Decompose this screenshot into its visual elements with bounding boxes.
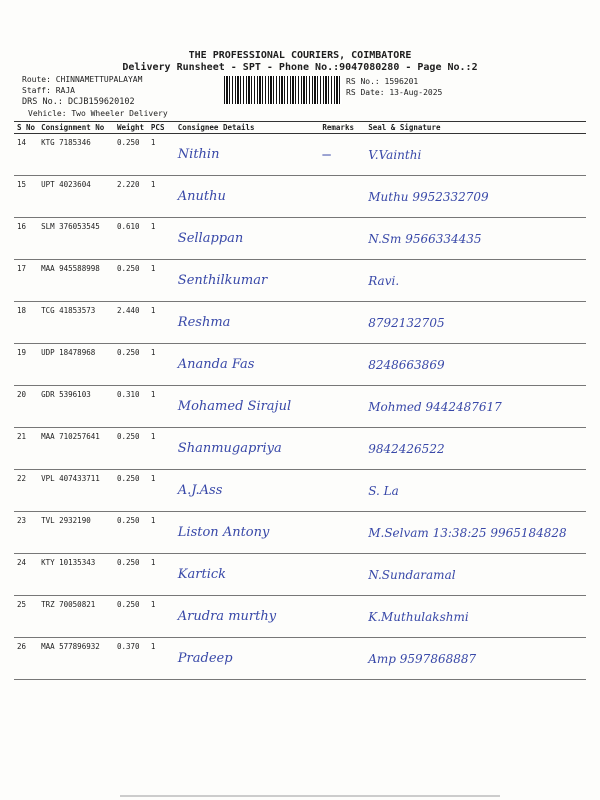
cell-consignee: [175, 470, 320, 512]
cell-remarks: [319, 470, 365, 512]
cell-consignment: KTG 7185346: [38, 134, 114, 176]
table-row: [14, 134, 586, 176]
cell-consignee-text: Anuthu: [177, 189, 226, 204]
cell-remarks: [319, 512, 365, 554]
cell-consignee-text: Senthilkumar: [177, 273, 268, 288]
cell-remarks: [319, 134, 365, 176]
cell-signature: [365, 302, 586, 344]
cell-consignee-text: Arudra murthy: [177, 609, 277, 624]
cell-signature: [365, 596, 586, 638]
cell-remarks: [319, 176, 365, 218]
cell-sno: 14: [14, 134, 38, 176]
table-row: [14, 176, 586, 218]
cell-signature-text: 8248663869: [368, 357, 445, 372]
cell-signature: [365, 638, 586, 680]
cell-weight: 0.250: [114, 512, 148, 554]
cell-signature: [365, 134, 586, 176]
cell-signature-text: Mohmed 9442487617: [368, 399, 502, 414]
cell-consignee: [175, 134, 320, 176]
runsheet-subtitle: Delivery Runsheet - SPT - Phone No.:9047080280 - Page No.:2: [122, 62, 478, 73]
table-row: [14, 260, 586, 302]
cell-pcs: 1: [148, 596, 175, 638]
cell-sno: 22: [14, 470, 38, 512]
header-weight: Weight: [114, 122, 148, 134]
cell-sno: 19: [14, 344, 38, 386]
cell-weight: 0.250: [114, 470, 148, 512]
cell-signature: [365, 512, 586, 554]
cell-sno: 24: [14, 554, 38, 596]
table-row: [14, 638, 586, 680]
table-row: [14, 512, 586, 554]
table-row: [14, 344, 586, 386]
header-seal: Seal & Signature: [365, 122, 586, 134]
cell-sno: 23: [14, 512, 38, 554]
cell-consignment: TCG 41853573: [38, 302, 114, 344]
cell-sno: 16: [14, 218, 38, 260]
cell-signature: [365, 554, 586, 596]
cell-consignee-text: Ananda Fas: [177, 357, 255, 372]
cell-signature: [365, 470, 586, 512]
cell-remarks: [319, 344, 365, 386]
table-row: [14, 302, 586, 344]
cell-consignee-text: Liston Antony: [177, 525, 270, 540]
cell-pcs: 1: [148, 470, 175, 512]
cell-sno: 15: [14, 176, 38, 218]
cell-remarks: [319, 554, 365, 596]
cell-signature: [365, 344, 586, 386]
header-consignment: Consignment No: [38, 122, 114, 134]
cell-pcs: 1: [148, 512, 175, 554]
table-row: [14, 470, 586, 512]
cell-consignment: SLM 376053545: [38, 218, 114, 260]
rs-info: [346, 76, 442, 98]
cell-pcs: 1: [148, 638, 175, 680]
table-row: [14, 554, 586, 596]
cell-weight: 0.250: [114, 260, 148, 302]
barcode: [224, 76, 342, 104]
table-row: [14, 428, 586, 470]
cell-weight: 0.250: [114, 134, 148, 176]
cell-pcs: 1: [148, 176, 175, 218]
footer-divider: [120, 795, 500, 797]
cell-consignment: GDR 5396103: [38, 386, 114, 428]
cell-consignee-text: Reshma: [177, 315, 231, 330]
cell-signature-text: S. La: [368, 483, 399, 498]
cell-consignee: [175, 218, 320, 260]
cell-consignment: MAA 945588998: [38, 260, 114, 302]
cell-signature: [365, 218, 586, 260]
cell-consignee: [175, 428, 320, 470]
cell-weight: 0.250: [114, 428, 148, 470]
cell-consignee: [175, 512, 320, 554]
cell-pcs: 1: [148, 554, 175, 596]
cell-signature-text: N.Sm 9566334435: [368, 231, 482, 246]
cell-remarks: [319, 638, 365, 680]
rs-date: RS Date: 13-Aug-2025: [346, 88, 443, 97]
cell-signature-text: Muthu 9952332709: [368, 189, 489, 204]
cell-weight: 0.370: [114, 638, 148, 680]
cell-consignee: [175, 638, 320, 680]
cell-remarks: [319, 302, 365, 344]
cell-sno: 20: [14, 386, 38, 428]
cell-consignee: [175, 176, 320, 218]
cell-consignee-text: Kartick: [177, 567, 227, 582]
cell-consignment: MAA 710257641: [38, 428, 114, 470]
cell-consignee-text: Pradeep: [177, 651, 233, 666]
route-info: [22, 74, 142, 96]
cell-remarks: [319, 260, 365, 302]
company-title: THE PROFESSIONAL COURIERS, COIMBATORE: [188, 50, 412, 61]
cell-consignee: [175, 260, 320, 302]
cell-remarks: [319, 596, 365, 638]
cell-consignee: [175, 596, 320, 638]
table-row: [14, 218, 586, 260]
cell-consignment: VPL 407433711: [38, 470, 114, 512]
cell-signature-text: M.Selvam 13:38:25 9965184828: [368, 525, 567, 540]
cell-weight: 2.440: [114, 302, 148, 344]
cell-signature-text: 8792132705: [368, 315, 445, 330]
cell-signature-text: 9842426522: [368, 441, 445, 456]
cell-consignee: [175, 554, 320, 596]
cell-sno: 21: [14, 428, 38, 470]
cell-consignee-text: Shanmugapriya: [177, 441, 282, 456]
cell-sno: 18: [14, 302, 38, 344]
cell-weight: 0.610: [114, 218, 148, 260]
cell-weight: 2.220: [114, 176, 148, 218]
cell-signature: [365, 428, 586, 470]
cell-weight: 0.250: [114, 554, 148, 596]
cell-pcs: 1: [148, 428, 175, 470]
cell-consignment: MAA 577896932: [38, 638, 114, 680]
table-header: [14, 122, 586, 134]
cell-signature: [365, 176, 586, 218]
cell-consignment: UPT 4023604: [38, 176, 114, 218]
cell-signature-text: K.Muthulakshmi: [368, 609, 469, 624]
cell-signature: [365, 386, 586, 428]
vehicle-type: Vehicle: Two Wheeler Delivery: [28, 109, 168, 118]
cell-consignment: TVL 2932190: [38, 512, 114, 554]
cell-signature-text: Ravi.: [368, 273, 400, 288]
drs-number: DRS No.: DCJB159620102: [22, 97, 135, 107]
cell-signature-text: Amp 9597868887: [368, 651, 477, 666]
cell-sno: 25: [14, 596, 38, 638]
header-sno: S No: [14, 122, 38, 134]
rs-number: RS No.: 1596201: [346, 77, 419, 86]
runsheet-table: [14, 121, 586, 680]
cell-weight: 0.310: [114, 386, 148, 428]
cell-pcs: 1: [148, 344, 175, 386]
cell-signature-text: V.Vainthi: [368, 147, 422, 162]
cell-consignee: [175, 386, 320, 428]
cell-remarks: [319, 218, 365, 260]
cell-consignee: [175, 344, 320, 386]
cell-remarks: [319, 428, 365, 470]
route: Route: CHINNAMETTUPALAYAM: [22, 75, 143, 84]
cell-consignment: TRZ 70050821: [38, 596, 114, 638]
header-remarks: Remarks: [319, 122, 365, 134]
cell-weight: 0.250: [114, 596, 148, 638]
cell-pcs: 1: [148, 134, 175, 176]
table-row: [14, 596, 586, 638]
cell-weight: 0.250: [114, 344, 148, 386]
cell-consignment: KTY 10135343: [38, 554, 114, 596]
cell-consignment: UDP 18478968: [38, 344, 114, 386]
cell-signature-text: N.Sundaramal: [368, 567, 456, 582]
table-row: [14, 386, 586, 428]
cell-consignee: [175, 302, 320, 344]
cell-signature: [365, 260, 586, 302]
header-consignee: Consignee Details: [175, 122, 320, 134]
cell-pcs: 1: [148, 218, 175, 260]
cell-consignee-text: Nithin: [177, 147, 220, 162]
cell-pcs: 1: [148, 302, 175, 344]
cell-sno: 26: [14, 638, 38, 680]
staff: Staff: RAJA: [22, 86, 75, 95]
header-pcs: PCS: [148, 122, 175, 134]
cell-sno: 17: [14, 260, 38, 302]
cell-consignee-text: A.J.Ass: [177, 483, 223, 498]
cell-remarks-text: —: [322, 146, 331, 163]
cell-remarks: [319, 386, 365, 428]
cell-pcs: 1: [148, 386, 175, 428]
cell-pcs: 1: [148, 260, 175, 302]
cell-consignee-text: Sellappan: [177, 231, 244, 246]
cell-consignee-text: Mohamed Sirajul: [177, 399, 292, 414]
